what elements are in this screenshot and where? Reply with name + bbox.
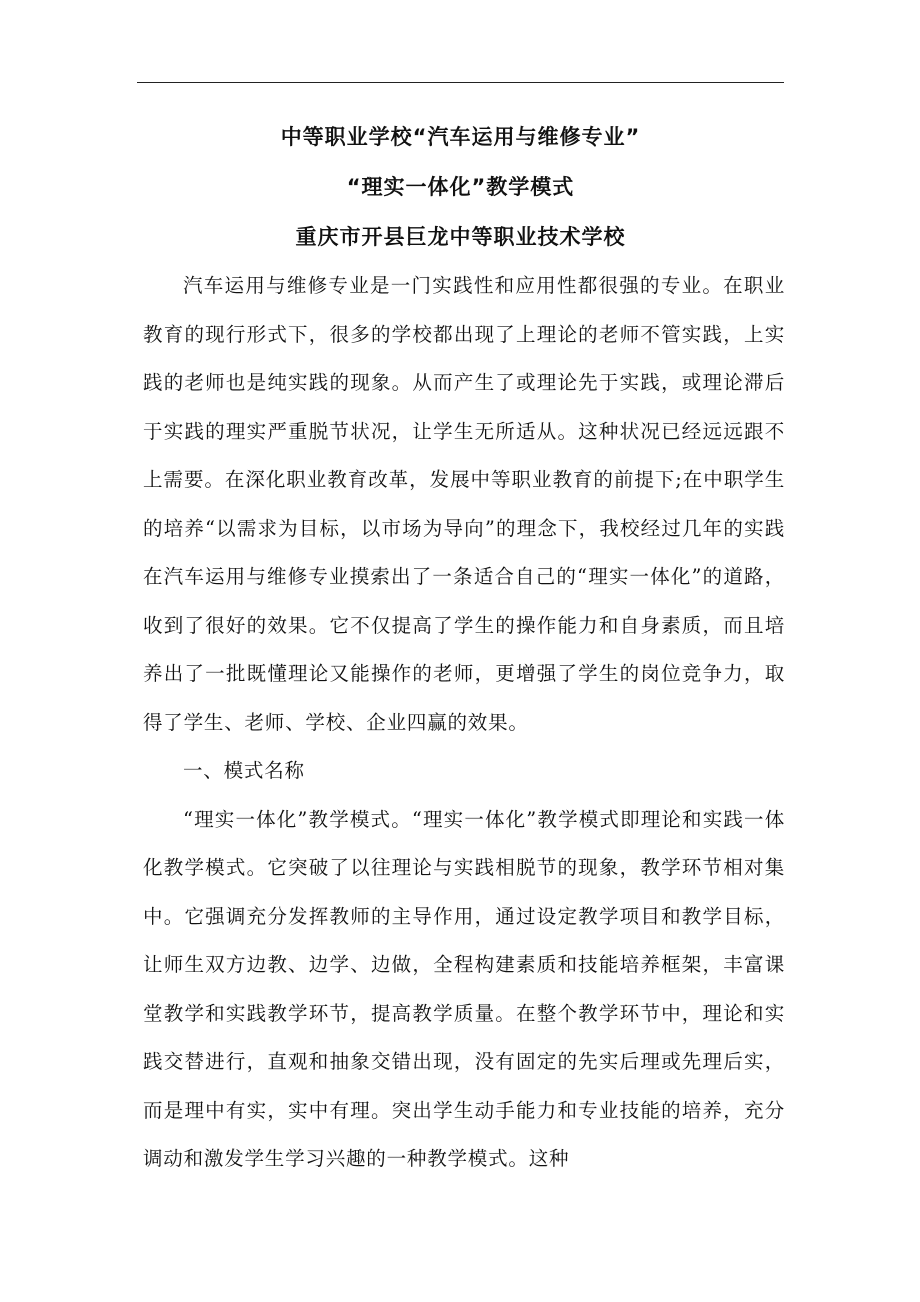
document-title: 中等职业学校“汽车运用与维修专业” xyxy=(280,125,641,149)
section-paragraph: “理实一体化”教学模式。“理实一体化”教学模式即理论和实践一体化教学模式。它突破了以往理论与实践相脱节的现象，教学环节相对集中。它强调充分发挥教师的主导作用，通过设定教学项目和教学目标，让师生双方边教、边学、边做，全程构建素质和技能培养框架，丰富课堂教学和实践教学环节，提高教学质量。在整个教学环节中，理论和实践交替进行，直观和抽象交错出现，没有固定的先实后理或先理后实，而是理中有实，实中有理。突出学生动手能力和专业技能的培养，充分调动和激发学生学习兴趣的一种教学模式。这种 xyxy=(143,807,785,1170)
document-body xyxy=(143,262,785,1184)
author-school: 重庆市开县巨龙中等职业技术学校 xyxy=(295,225,626,249)
section-heading: 一、模式名称 xyxy=(183,759,305,782)
intro-paragraph: 汽车运用与维修专业是一门实践性和应用性都很强的专业。在职业教育的现行形式下，很多的学校都出现了上理论的老师不管实践，上实践的老师也是纯实践的现象。从而产生了或理论先于实践，或理论滞后于实践的理实严重脱节状况，让学生无所适从。这种状况已经远远跟不上需要。在深化职业教育改革，发展中等职业教育的前提下;在中职学生的培养“以需求为目标，以市场为导向”的理念下，我校经过几年的实践在汽车运用与维修专业摸索出了一条适合自己的“理实一体化”的道路，收到了很好的效果。它不仅提高了学生的操作能力和自身素质，而且培养出了一批既懂理论又能操作的老师，更增强了学生的岗位竞争力，取得了学生、老师、学校、企业四赢的效果。 xyxy=(143,274,785,734)
header-rule xyxy=(137,82,784,83)
document-subtitle: “理实一体化”教学模式 xyxy=(346,175,575,199)
